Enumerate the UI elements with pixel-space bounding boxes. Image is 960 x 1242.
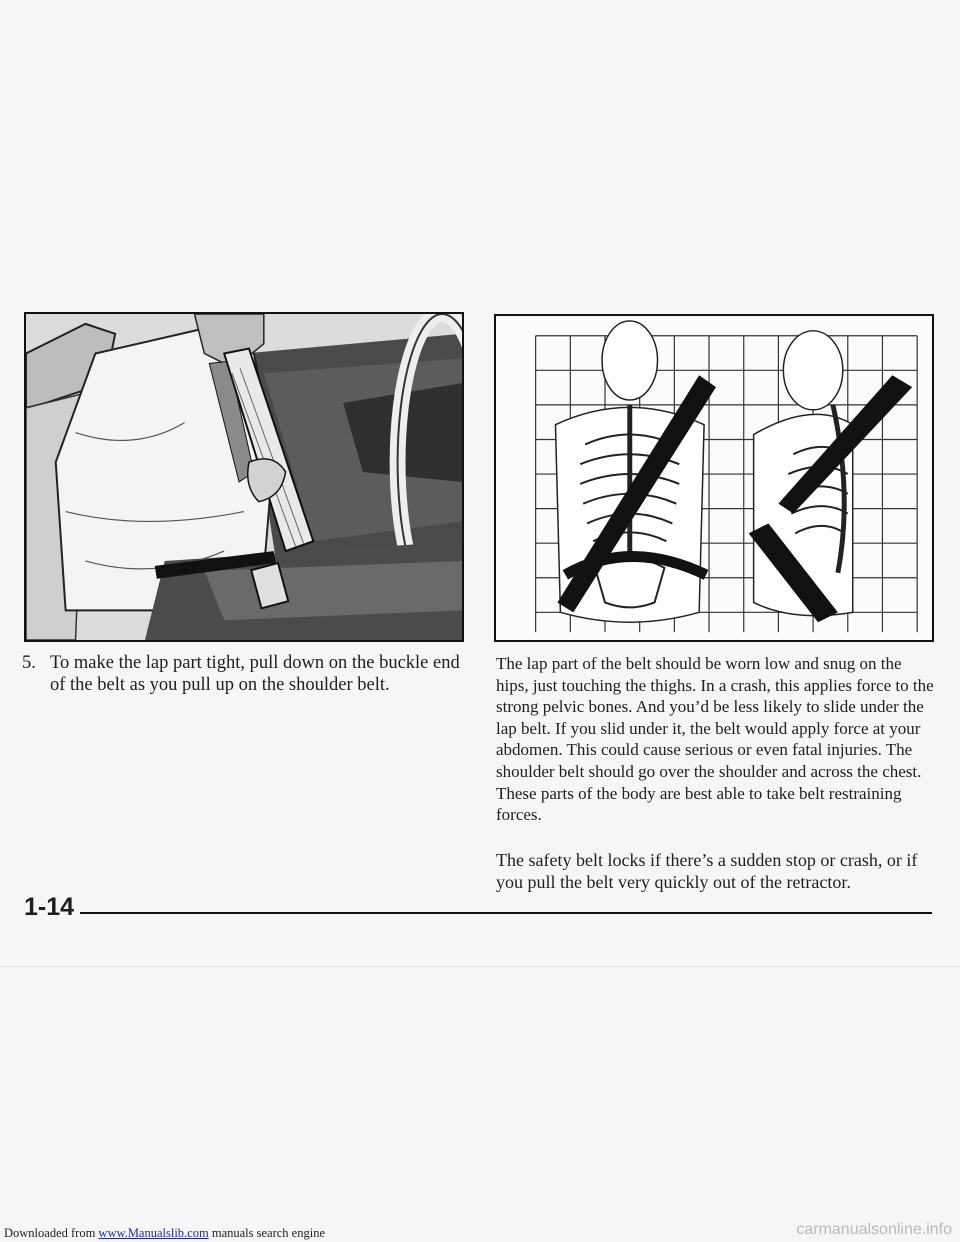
page-number: 1-14 — [24, 893, 75, 921]
scan-line — [0, 966, 960, 967]
step-5 — [22, 652, 462, 696]
footer-prefix: Downloaded from — [4, 1226, 99, 1240]
step-text: To make the lap part tight, pull down on the buckle end of the belt as you pull up on the shoulder belt. — [50, 653, 460, 695]
manualslib-link[interactable]: www.Manualslib.com — [98, 1226, 209, 1240]
watermark: carmanualsonline.info — [796, 1221, 952, 1238]
skeleton-belt-diagram — [494, 314, 934, 642]
seatbelt-photo — [24, 312, 464, 642]
download-footer — [4, 1226, 325, 1241]
step-number: 5. — [22, 653, 36, 673]
belt-lock-paragraph: The safety belt locks if there’s a sudden stop or crash, or if you pull the belt very quickly out of the retractor. — [496, 850, 918, 892]
footer-suffix: manuals search engine — [208, 1226, 325, 1240]
footer-rule — [80, 912, 932, 914]
lap-belt-paragraph: The lap part of the belt should be worn low and snug on the hips, just touching the thighs. In a crash, this applies force to the strong pelvic bones. And you’d be less likely to slide under the lap belt. If you slid under it, the belt would apply force at your abdomen. This could cause serious or even fatal injuries. The shoulder belt should go over the shoulder and across the chest. These parts of the body are best able to take belt restraining forces. — [496, 654, 934, 825]
